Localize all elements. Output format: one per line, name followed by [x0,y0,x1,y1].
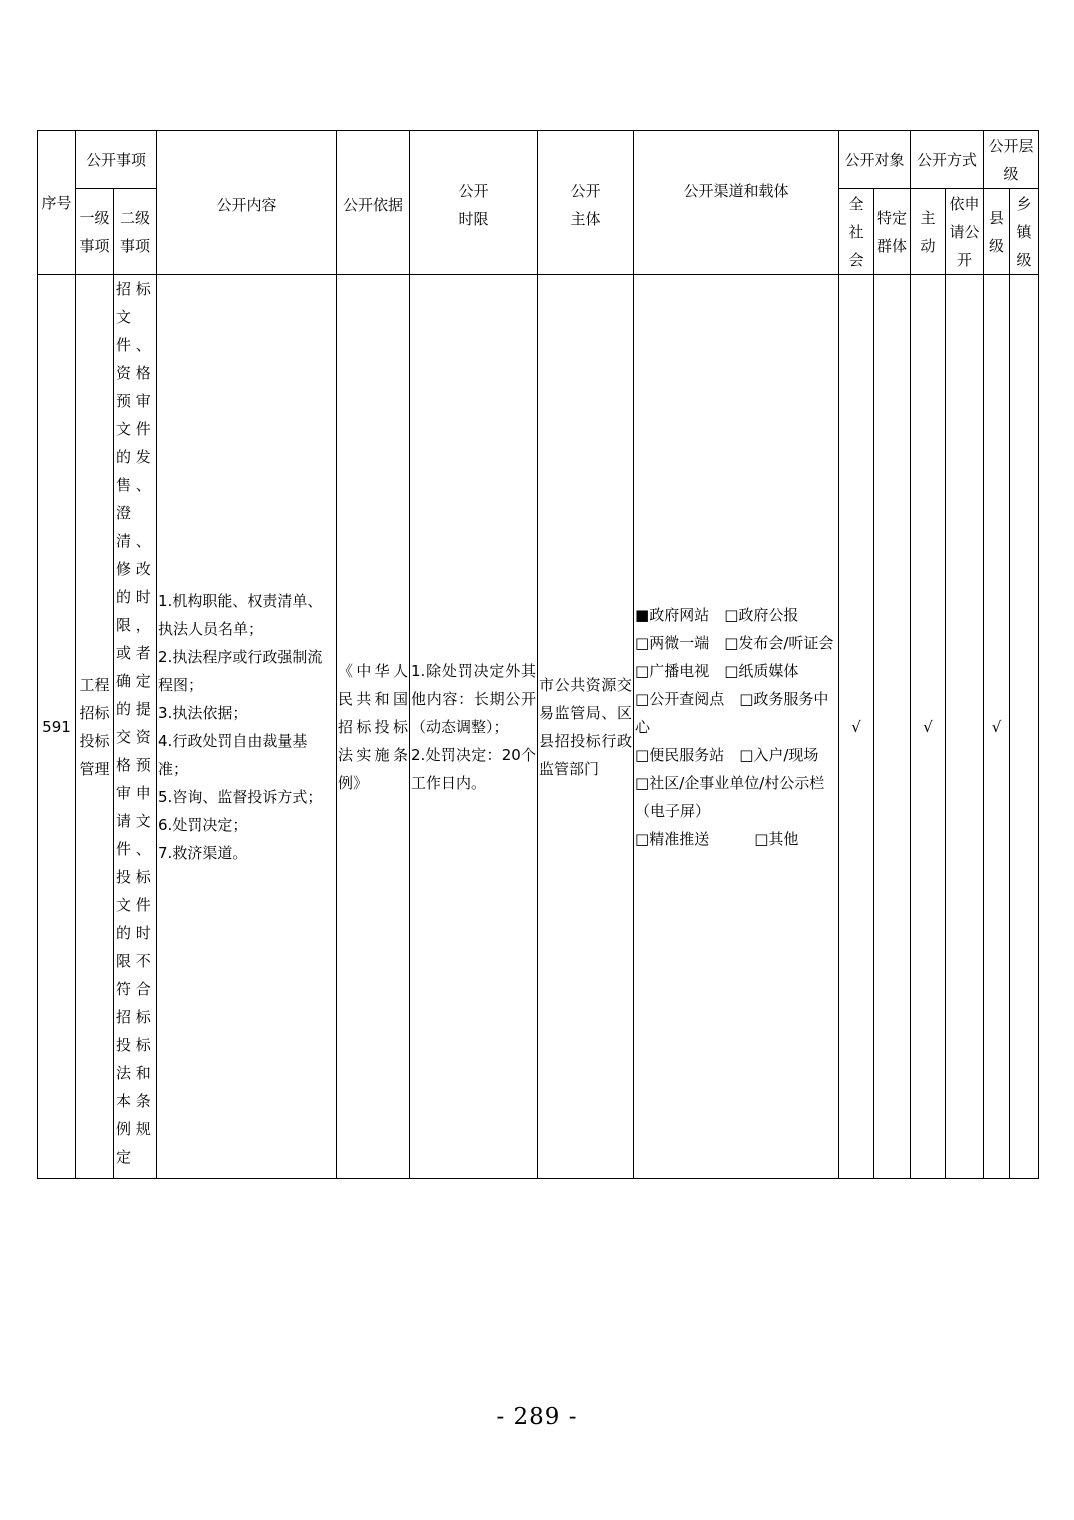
header-content: 公开内容 [157,131,337,275]
header-target: 公开对象 [839,131,911,189]
row-level1: 工程 招标 投标 管理 [76,275,114,1179]
header-level1: 一级 事项 [76,189,114,275]
header-county: 县 级 [984,189,1010,275]
header-active: 主 动 [911,189,946,275]
row-all-society-check: √ [839,275,874,1179]
header-basis: 公开依据 [337,131,410,275]
row-level2: 招 标 文 件 、 资 格 预 审 文 件 的 发 售 、 澄 清 、 修 改 的 时 限 ， 或 者 确 定 的 提 交 资 格 预 审 申 请 文 件 、 投 标 文 件 的 时 限 不 符 合 招 标 投 标 法 和 本 条 例 规 定 [114,275,157,1179]
disclosure-table [37,130,1039,1179]
header-channel: 公开渠道和载体 [634,131,839,275]
row-county-check: √ [984,275,1010,1179]
row-content: 1.机构职能、权责清单、执法人员名单； 2.执法程序或行政强制流程图； 3.执法依据； 4.行政处罚自由裁量基准； 5.咨询、监督投诉方式； 6.处罚决定； 7.救济渠道。 [157,275,337,1179]
header-township: 乡 镇 级 [1010,189,1039,275]
row-channel: ■政府网站 □政府公报 □两微一端 □发布会/听证会 □广播电视 □纸质媒体 □公开查阅点 □政务服务中心 □便民服务站 □入户/现场 □社区/企事业单位/村公示栏（电子屏） □精准推送 □其他 [634,275,839,1179]
header-time-limit: 公开 时限 [410,131,538,275]
header-matter: 公开事项 [76,131,157,189]
header-on-request: 依申 请公 开 [946,189,984,275]
header-all-society: 全 社 会 [839,189,874,275]
header-level2: 二级 事项 [114,189,157,275]
row-on-request-check [946,275,984,1179]
row-time-limit: 1.除处罚决定外其他内容：长期公开（动态调整）； 2.处罚决定：20个工作日内。 [410,275,538,1179]
row-township-check [1010,275,1039,1179]
page-number: - 289 - [496,1404,578,1430]
header-specific-group: 特定 群体 [874,189,911,275]
row-subject: 市公共资源交易监管局、区县招投标行政监管部门 [538,275,634,1179]
header-subject: 公开 主体 [538,131,634,275]
header-method: 公开方式 [911,131,984,189]
row-seq: 591 [38,275,76,1179]
row-specific-group-check [874,275,911,1179]
row-active-check: √ [911,275,946,1179]
header-seq: 序号 [38,131,76,275]
header-level: 公开层 级 [984,131,1039,189]
row-basis: 《中华人民共和国招标投标法实施条例》 [337,275,410,1179]
